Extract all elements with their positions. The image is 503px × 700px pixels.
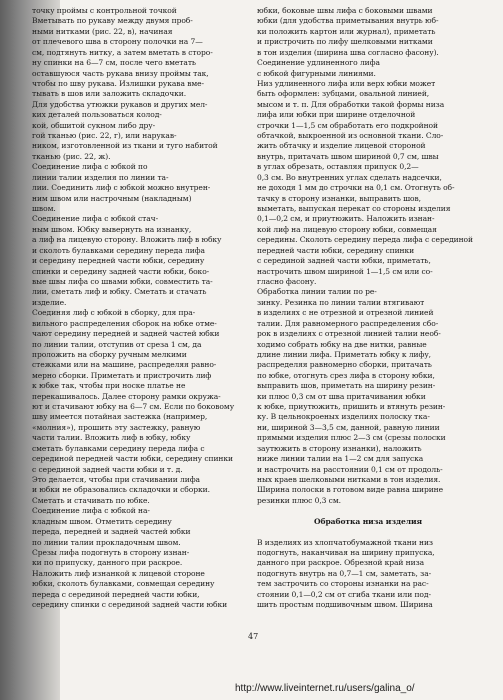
text-line: ни, шириной 3—3,5 см, данной, равную линии bbox=[257, 422, 440, 432]
left-text-column bbox=[32, 6, 250, 610]
text-line: ку. В цельнокроеных изделиях полоску тка- bbox=[257, 412, 430, 422]
text-line: серединой передней части юбки, середину спинки bbox=[32, 454, 233, 464]
text-line: чают середину передней и задней частей юбки bbox=[32, 329, 220, 339]
text-line: В изделиях из хлопчатобумажной ткани низ bbox=[257, 537, 433, 547]
text-line: зинку. Резинка по линии талии втягивают bbox=[257, 297, 425, 307]
text-line: части талии. Вложить лиф в юбку, юбку bbox=[32, 433, 191, 443]
text-line: гой тканью (рис. 22, г), или нарукав- bbox=[32, 131, 177, 141]
text-line: и юбки не образовались складочки и сборки. bbox=[32, 485, 210, 495]
text-line: проложить на сборку ручным мелкими bbox=[32, 349, 187, 359]
text-line: Соединение лифа с юбкой на- bbox=[32, 506, 150, 516]
text-line: в изделиях с не отрезной и отрезной линией bbox=[257, 308, 434, 318]
text-line: в углах обрезать, оставляя припуск 0,2— bbox=[257, 162, 419, 172]
text-line: кой, обшитой сукном либо дру- bbox=[32, 120, 156, 130]
text-line: к юбке, приутюжить, пришить и втянуть резин- bbox=[257, 402, 446, 412]
text-line: ным швом. Юбку вывернуть на изнанку, bbox=[32, 224, 192, 234]
text-line: юбки (для удобства приметывания внутрь юб- bbox=[257, 16, 439, 26]
text-line: Вметывать по рукаву между двумя проб- bbox=[32, 16, 193, 26]
text-line: лии, сметать лиф и юбку. Сметать и стачать bbox=[32, 287, 207, 297]
text-line: см, подтянуть нитку, а затем вметать в сторо- bbox=[32, 47, 213, 57]
text-line: точку проймы с контрольной точкой bbox=[32, 6, 177, 15]
text-line: чтобы по шву рукава. Излишки рукава вме- bbox=[32, 78, 205, 88]
text-line: и настрочить на расстоянии 0,1 см от продоль- bbox=[257, 464, 443, 474]
text-line: ним швом или настрочным (накладным) bbox=[32, 193, 192, 203]
text-line: Обработка линии талии по ре- bbox=[257, 287, 377, 297]
text-line: Для удобства утюжки рукавов и других мел- bbox=[32, 99, 208, 109]
text-line: выметать, выпуская перекат со стороны изделия bbox=[257, 204, 451, 214]
text-line: ют и стачивают юбку на 6—7 см. Если по боковому bbox=[32, 402, 235, 412]
text-line: по юбке, отогнуть срез лифа в сторону юбки, bbox=[257, 370, 435, 380]
text-line: середину спинки с серединой задней части юбки bbox=[32, 600, 228, 610]
text-line: ки плюс 0,3 см от шва притачивания юбки bbox=[257, 391, 426, 401]
text-line: Соединение лифа с юбкой по bbox=[32, 162, 148, 172]
text-line: кой лиф на лицевую сторону юбки, совмещая bbox=[257, 224, 437, 234]
text-line: оставшуюся часть рукава внизу проймы так, bbox=[32, 68, 209, 78]
page-number: 47 bbox=[248, 632, 259, 641]
text-line: сметать булавками середину переда лифа с bbox=[32, 443, 205, 453]
text-line: кладным швом. Отметить середину bbox=[32, 516, 172, 526]
text-line: Срезы лифа подогнуть в сторону изнан- bbox=[32, 547, 190, 557]
text-line: заутюжить в сторону изнанки), наложить bbox=[257, 443, 422, 453]
text-line: в тон изделия (ширина шва согласно фасону). bbox=[257, 47, 439, 57]
text-line: Сметать и стачивать по юбке. bbox=[32, 495, 150, 505]
text-line: вильного распределения сборок на юбке отме- bbox=[32, 318, 217, 328]
text-line: стежками или на машине, распределяя равно- bbox=[32, 360, 217, 370]
text-line: юбки, боковые швы лифа с боковыми швами bbox=[257, 6, 433, 15]
text-line: мерно сборки. Приметать и пристрочить лиф bbox=[32, 370, 212, 380]
text-line: линии талии изделия по линии та- bbox=[32, 172, 169, 182]
text-line: жить обтачку и изделие лицевой стороной bbox=[257, 141, 426, 151]
text-line: с серединой задней части юбки, приметать, bbox=[257, 256, 431, 266]
text-line: строчки 1—1,5 см обработать его подкройной bbox=[257, 120, 438, 130]
text-line: тем застрочить со стороны изнанки на рас- bbox=[257, 579, 429, 589]
text-line: мысом и т. п. Для обработки такой формы низа bbox=[257, 99, 445, 109]
text-line: «молния»), прошить эту застежку, равную bbox=[32, 422, 201, 432]
text-line: ки по припуску, данного при раскрое. bbox=[32, 558, 183, 568]
text-line: лии. Соединить лиф с юбкой можно внутрен- bbox=[32, 183, 211, 193]
text-line: ки положить картон или журнал), приметать bbox=[257, 26, 436, 36]
text-line: а лиф на лицевую сторону. Вложить лиф в юбку bbox=[32, 235, 222, 245]
text-line: резинки плюс 0,3 см. bbox=[257, 495, 341, 505]
text-line: настрочить швом шириной 1—1,5 см или со- bbox=[257, 266, 433, 276]
text-line: тачку в сторону изнанки, выправить шов, bbox=[257, 193, 421, 203]
text-line: Соединяя лиф с юбкой в сборку, для пра- bbox=[32, 308, 196, 318]
text-line: быть оформлен: зубцами, овальной линией, bbox=[257, 89, 430, 99]
text-line: по линии талии, отступив от среза 1 см, да bbox=[32, 339, 202, 349]
text-line bbox=[257, 527, 479, 537]
text-line: данного при раскрое. Обрезной край низа bbox=[257, 558, 425, 568]
text-line: ходимо собрать юбку на две нитки, равные bbox=[257, 339, 427, 349]
text-line: подогнуть, наканчивая на ширину припуска, bbox=[257, 547, 435, 557]
text-line: не доходя 1 мм до строчки на 0,1 см. Отогнуть об- bbox=[257, 183, 455, 193]
text-line: ником, изготовленной из ткани и туго набитой bbox=[32, 141, 218, 151]
text-line: ными нитками (рис. 22, в), начиная bbox=[32, 26, 173, 36]
text-line: 0,3 см. Во внутренних углах сделать надсечки, bbox=[257, 172, 442, 182]
text-line: тканью (рис. 22, ж). bbox=[32, 151, 111, 161]
text-line: переда, передней и задней частей юбки bbox=[32, 527, 191, 537]
text-line: Соединение удлиненного лифа bbox=[257, 58, 380, 68]
text-line: переда с серединой передней части юбки, bbox=[32, 589, 200, 599]
text-line: тывать в шов или заложить складочки. bbox=[32, 89, 187, 99]
text-line bbox=[257, 506, 479, 516]
text-line: рок в изделиях с отрезной линией талии необ- bbox=[257, 329, 441, 339]
text-line: спинки и середину задней части юбки, боко- bbox=[32, 266, 210, 276]
text-line: к юбке так, чтобы при носке платье не bbox=[32, 381, 186, 391]
text-line: середины. Сколоть середину переда лифа с серединой bbox=[257, 235, 473, 245]
text-line: лифа или юбки при ширине отделочной bbox=[257, 110, 416, 120]
text-line: ниже линии талии на 1—2 см для запуска bbox=[257, 454, 424, 464]
text-line: юбки, сколоть булавками, совмещая середину bbox=[32, 579, 215, 589]
text-line: швом. bbox=[32, 204, 56, 214]
text-line: длине линии лифа. Приметать юбку к лифу, bbox=[257, 349, 432, 359]
text-line: стоянии 0,1—0,2 см от сгиба ткани или под- bbox=[257, 589, 431, 599]
source-url: http://www.liveinternet.ru/users/galina_o/ bbox=[235, 683, 415, 694]
text-line: изделие. bbox=[32, 297, 67, 307]
text-line: от плечевого шва в сторону полочки на 7— bbox=[32, 37, 203, 47]
text-line: 0,1—0,2 см, и приутюжить. Наложить изнан- bbox=[257, 214, 435, 224]
text-line: ких деталей пользоваться колод- bbox=[32, 110, 162, 120]
text-line: Ширина полоски в готовом виде равна ширине bbox=[257, 485, 443, 495]
text-line: и пристрочить по лифу шелковыми нитками bbox=[257, 37, 433, 47]
text-line: талии. Для равномерного распределения сбо- bbox=[257, 318, 439, 328]
text-line: по линии талии прокладочным швом. bbox=[32, 537, 181, 547]
text-line: перекашивалось. Далее сторону рамки окружа- bbox=[32, 391, 221, 401]
text-line: шить простым подшивочным швом. Ширина bbox=[257, 600, 433, 610]
text-line: внутрь, притачать швом шириной 0,7 см, швы bbox=[257, 151, 439, 161]
text-line: вые швы лифа со швами юбки, совместить та- bbox=[32, 276, 213, 286]
text-line: ну спинки на 6—7 см, после чего вметать bbox=[32, 58, 196, 68]
text-line: с юбкой фигурными линиями. bbox=[257, 68, 376, 78]
text-line: Соединение лифа с юбкой стач- bbox=[32, 214, 159, 224]
text-line: подогнуть внутрь на 0,7—1 см, заметать, за- bbox=[257, 568, 432, 578]
text-line: Это делается, чтобы при стачивании лифа bbox=[32, 474, 200, 484]
text-line: обтачкой, выкроенной из основной ткани. Сло- bbox=[257, 131, 444, 141]
text-line: ных краев шелковыми нитками в тон изделия. bbox=[257, 474, 441, 484]
text-line: выправить шов, приметать на ширину резин- bbox=[257, 381, 436, 391]
text-line: прямыми изделия плюс 2—3 см (срезы полоски bbox=[257, 433, 446, 443]
text-line: распределяя равномерно сборки, притачать bbox=[257, 360, 432, 370]
text-line: передней части юбки, середину спинки bbox=[257, 245, 415, 255]
text-line: и середину передней части юбки, середину bbox=[32, 256, 205, 266]
text-line: гласно фасону. bbox=[257, 276, 317, 286]
text-line: шву имеется потайная застежка (например, bbox=[32, 412, 208, 422]
text-line: Низ удлиненного лифа или верх юбки может bbox=[257, 78, 436, 88]
text-line: и сколоть булавками середину переда лифа bbox=[32, 245, 205, 255]
text-line: Обработка низа изделия bbox=[314, 516, 422, 526]
right-text-column bbox=[257, 6, 479, 610]
text-line: Наложить лиф изнанкой к лицевой стороне bbox=[32, 568, 205, 578]
text-line: с серединой задней части юбки и т. д. bbox=[32, 464, 183, 474]
